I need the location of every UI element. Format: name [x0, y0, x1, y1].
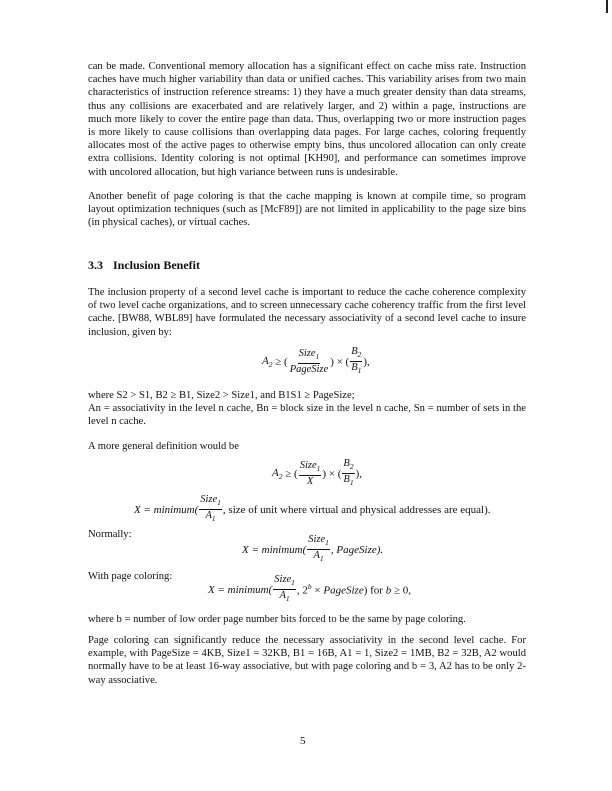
equation-x-page-coloring: X = minimum( $\frac{Size_1}{A_1}$ , $2^b$ × PageSize) for b ≥ 0, — [208, 574, 412, 604]
paragraph-inclusion-property: The inclusion property of a second level cache is important to reduce the cache coherence complexity of two level cache organizations, and to screen unnecessary cache coherency traffic from the first level cache. [BW88, WBL89] have formulated the necessary associativity of a second level cache to insure inclusion, given by: — [88, 287, 526, 338]
section-number: 3.3 — [88, 258, 103, 272]
fraction: $\frac{Size_1}{X}$ — [299, 459, 321, 487]
fraction: $\frac{Size_1}{A_1}$ — [200, 494, 221, 524]
section-heading — [88, 258, 200, 273]
fraction: $\frac{Size_1}{A_1}$ — [308, 534, 329, 564]
paragraph-b-definition: where b = number of low order page number bits forced to be the same by page coloring. — [88, 614, 466, 625]
fraction: $\frac{Size_1}{A_1}$ — [274, 574, 295, 604]
definitions-line: An = associativity in the level n cache, Bn = block size in the level n cache, Sn = number of sets in the level n cache. — [88, 403, 526, 428]
paragraph-with-page-coloring: With page coloring: — [88, 571, 173, 582]
fraction: $\frac{Size_1}{\text{PageSize}}$ — [289, 347, 329, 375]
equation-x-normally: X = minimum( $\frac{Size_1}{A_1}$ , PageSize). — [242, 534, 384, 564]
equation-associativity-pagesize: $A_2$ ≥ ( $\frac{Size_1}{\text{PageSize}}$ ) × ( $\frac{B_2}{B_1}$ ), — [262, 346, 370, 376]
equation-x-definition: X = minimum( $\frac{Size_1}{A_1}$ , size of unit where virtual and physical addresses are equal). — [134, 494, 491, 524]
corner-mark — [606, 0, 608, 13]
paragraph-cache-variability: can be made. Conventional memory allocation has a significant effect on cache miss rate. Instruction caches have much higher variability than data or unified caches. This variability arises from two main characteristics of instruction reference streams: 1) they have a much greater density than data streams, thus any collisions are exacerbated and are relatively larger, and 2) within a page, instructions are much more likely to cover the entire page than data. Thus, overlapping two or more instruction pages is more likely to cause collisions than overlapping data pages. For large caches, coloring frequently allocates most of the active pages to otherwise empty bins, thus uncolored allocation can only create extra collisions. Identity coloring is not optimal [KH90], and performance can sometimes improve with uncolored allocation, but high variance between runs is undesirable. — [88, 61, 526, 178]
paragraph-example: Page coloring can significantly reduce the necessary associativity in the second level cache. For example, with PageSize = 4KB, Size1 = 32KB, B1 = 16B, A1 = 1, Size2 = 1MB, B2 = 32B, A2 would normally have to be at least 16-way associative, but with page coloring and b = 3, A2 has to be only 2-way associative. — [88, 635, 526, 686]
paragraph-compile-time-benefit: Another benefit of page coloring is that the cache mapping is known at compile time, so program layout optimization techniques (such as [McF89]) are not limited in applicability to the page size bins (in physical caches), or virtual caches. — [88, 191, 526, 229]
page-number: 5 — [300, 735, 306, 747]
conditions-line: where S2 > S1, B2 ≥ B1, Size2 > Size1, and B1S1 ≥ PageSize; — [88, 390, 355, 401]
fraction: $\frac{B_2}{B_1}$ — [343, 458, 354, 488]
section-title: Inclusion Benefit — [113, 258, 201, 272]
equation-associativity-general: $A_2$ ≥ ( $\frac{Size_1}{X}$ ) × ( $\frac{B_2}{B_1}$ ), — [272, 458, 362, 488]
paragraph-normally: Normally: — [88, 529, 132, 540]
paragraph-general-definition: A more general definition would be — [88, 441, 239, 452]
paragraph-where-conditions — [88, 389, 526, 429]
fraction: $\frac{B_2}{B_1}$ — [351, 346, 362, 376]
